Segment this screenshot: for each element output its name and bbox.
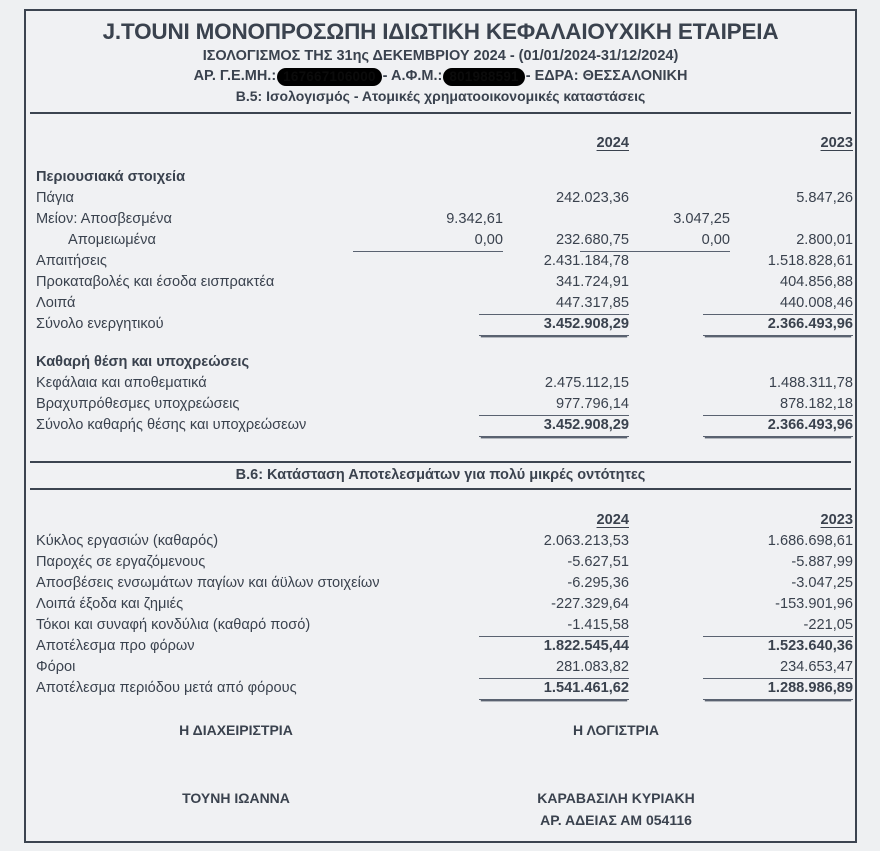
table-row — [26, 251, 855, 272]
registration-line — [26, 66, 855, 87]
total-value-2023: 2.366.493,96 — [703, 314, 853, 336]
table-row — [26, 615, 855, 636]
income-statement-table — [26, 503, 855, 699]
section-b6-title: Β.6: Κατάσταση Αποτελεσμάτων για πολύ μικρές οντότητες — [235, 467, 646, 483]
row-label: Φόροι — [36, 659, 76, 675]
row-label: Αποσβέσεις ενσωμάτων παγίων και άϋλων στοιχείων — [36, 575, 380, 591]
row-value-2023: -153.901,96 — [775, 596, 853, 612]
subtotal-row — [26, 636, 855, 657]
column-header-2023: 2023 — [820, 135, 853, 151]
spacer — [26, 156, 855, 167]
row-value-2023: -221,05 — [703, 615, 853, 637]
row-value-2024: -6.295,36 — [567, 575, 629, 591]
row-label: Κύκλος εργασιών (καθαρός) — [36, 533, 219, 549]
subtotal-value-2024: 1.822.545,44 — [543, 638, 629, 654]
row-label: Απαιτήσεις — [36, 253, 107, 269]
row-label: Αποτέλεσμα προ φόρων — [36, 638, 195, 654]
row-label: Σύνολο ενεργητικού — [36, 316, 164, 332]
table-row — [26, 552, 855, 573]
accountant-title: Η ΛΟΓΙΣΤΡΙΑ — [573, 722, 659, 738]
row-label: Κεφάλαια και αποθεματικά — [36, 375, 207, 391]
gemi-label: ΑΡ. Γ.Ε.ΜΗ.: — [193, 67, 277, 84]
total-value-2024: 3.452.908,29 — [479, 415, 629, 437]
column-header-2024: 2024 — [596, 512, 629, 528]
table-row — [26, 209, 855, 230]
afm-number-redacted: 801988591 — [443, 68, 524, 87]
row-label: Λοιπά — [36, 295, 76, 311]
table-row — [26, 272, 855, 293]
total-row — [26, 678, 855, 699]
table-row — [26, 373, 855, 394]
statement-period: ΙΣΟΛΟΓΙΣΜΟΣ ΤΗΣ 31ης ΔΕΚΕΜΒΡΙΟΥ 2024 - (01/01/2024-31/12/2024) — [202, 47, 679, 64]
table-row — [26, 293, 855, 314]
table-row — [26, 394, 855, 415]
table-row — [26, 594, 855, 615]
row-label: Τόκοι και συναφή κονδύλια (καθαρό ποσό) — [36, 617, 311, 633]
row-sub-value-2023: 3.047,25 — [673, 211, 730, 227]
row-value-2023: 1.518.828,61 — [767, 253, 853, 269]
assets-heading-row — [26, 167, 855, 188]
row-label: Μείον: Αποσβεσμένα — [36, 211, 172, 227]
row-value-2024: 341.724,91 — [555, 274, 629, 290]
row-value-2023: 1.488.311,78 — [768, 375, 853, 391]
manager-title: Η ΔΙΑΧΕΙΡΙΣΤΡΙΑ — [179, 722, 293, 738]
row-label: Παροχές σε εργαζόμενους — [36, 554, 206, 570]
subtotal-value-2023: 1.523.640,36 — [767, 638, 853, 654]
row-value-2024: -1.415,58 — [479, 615, 629, 637]
row-label: Πάγια — [36, 190, 74, 206]
row-value-2024: 2.431.184,78 — [543, 253, 629, 269]
row-value-2023: 2.800,01 — [796, 232, 853, 248]
row-label: Λοιπά έξοδα και ζημιές — [36, 596, 184, 612]
row-value-2023: -3.047,25 — [791, 575, 853, 591]
total-value-2023: 1.288.986,89 — [703, 678, 853, 700]
assets-heading: Περιουσιακά στοιχεία — [36, 169, 186, 185]
manager-name: ΤΟΥΝΗ ΙΩΑΝΝΑ — [182, 790, 290, 806]
equity-heading: Καθαρή θέση και υποχρεώσεις — [36, 354, 250, 370]
accountant-license: ΑΡ. ΑΔΕΙΑΣ ΑΜ 054116 — [540, 811, 692, 828]
header-divider — [30, 112, 851, 114]
row-value-2024: 447.317,85 — [479, 293, 629, 315]
accountant-block — [466, 788, 766, 831]
accountant-name: ΚΑΡΑΒΑΣΙΛΗ ΚΥΡΙΑΚΗ — [537, 790, 695, 806]
gemi-number-redacted: 167667106000 — [277, 68, 382, 87]
table-row — [26, 573, 855, 594]
row-value-2023: 5.847,26 — [796, 190, 853, 206]
total-value-2024: 1.541.461,62 — [479, 678, 629, 700]
row-value-2023: 404.856,88 — [779, 274, 853, 290]
row-value-2024: 977.796,14 — [479, 394, 629, 416]
total-row — [26, 415, 855, 436]
row-label: Προκαταβολές και έσοδα εισπρακτέα — [36, 274, 275, 290]
column-header-2024: 2024 — [596, 135, 629, 151]
document-frame — [24, 9, 857, 843]
equity-heading-row — [26, 352, 855, 373]
row-value-2024: 281.083,82 — [479, 657, 629, 679]
row-label: Αποτέλεσμα περιόδου μετά από φόρους — [36, 680, 297, 696]
seat-text: - ΕΔΡΑ: ΘΕΣΣΑΛΟΝΙΚΗ — [525, 67, 688, 84]
column-header-2023: 2023 — [820, 512, 853, 528]
section-b6-band — [30, 461, 851, 490]
row-label: Βραχυπρόθεσμες υποχρεώσεις — [36, 396, 240, 412]
total-value-2024: 3.452.908,29 — [479, 314, 629, 336]
row-label: Σύνολο καθαρής θέσης και υποχρεώσεων — [36, 417, 307, 433]
row-value-2024: -5.627,51 — [567, 554, 629, 570]
table-row — [26, 657, 855, 678]
balance-sheet-table — [26, 130, 855, 436]
document-header — [26, 11, 855, 107]
section-b5-title: Β.5: Ισολογισμός - Ατομικές χρηματοοικονομικές καταστάσεις — [235, 88, 646, 105]
row-value-2024: 2.475.112,15 — [544, 375, 629, 391]
row-value-2023: 878.182,18 — [703, 394, 853, 416]
row-value-2023: 1.686.698,61 — [767, 533, 853, 549]
income-column-headers — [26, 503, 855, 531]
total-row — [26, 314, 855, 335]
row-sub-value-2024: 9.342,61 — [446, 211, 503, 227]
table-row — [26, 188, 855, 209]
row-value-2024: 242.023,36 — [555, 190, 629, 206]
row-value-2024: 2.063.213,53 — [543, 533, 629, 549]
afm-label: - Α.Φ.Μ.: — [382, 67, 443, 84]
table-row — [26, 531, 855, 552]
table-row — [26, 230, 855, 251]
row-sub-value-2023: 0,00 — [580, 230, 730, 252]
row-value-2023: -5.887,99 — [791, 554, 853, 570]
total-value-2023: 2.366.493,96 — [703, 415, 853, 437]
row-value-2024: 232.680,75 — [555, 232, 629, 248]
balance-column-headers — [26, 130, 855, 156]
row-value-2023: 440.008,46 — [703, 293, 853, 315]
company-name: J.TOUNI ΜΟΝΟΠΡΟΣΩΠΗ ΙΔΙΩΤΙΚΗ ΚΕΦΑΛΑΙΟΥΧΙΚΗ ΕΤΑΙΡΕΙΑ — [102, 19, 779, 44]
spacer — [26, 335, 855, 352]
row-value-2024: -227.329,64 — [551, 596, 629, 612]
row-value-2023: 234.653,47 — [703, 657, 853, 679]
row-sub-value-2024: 0,00 — [353, 230, 503, 252]
row-label: Απομειωμένα — [68, 232, 156, 248]
